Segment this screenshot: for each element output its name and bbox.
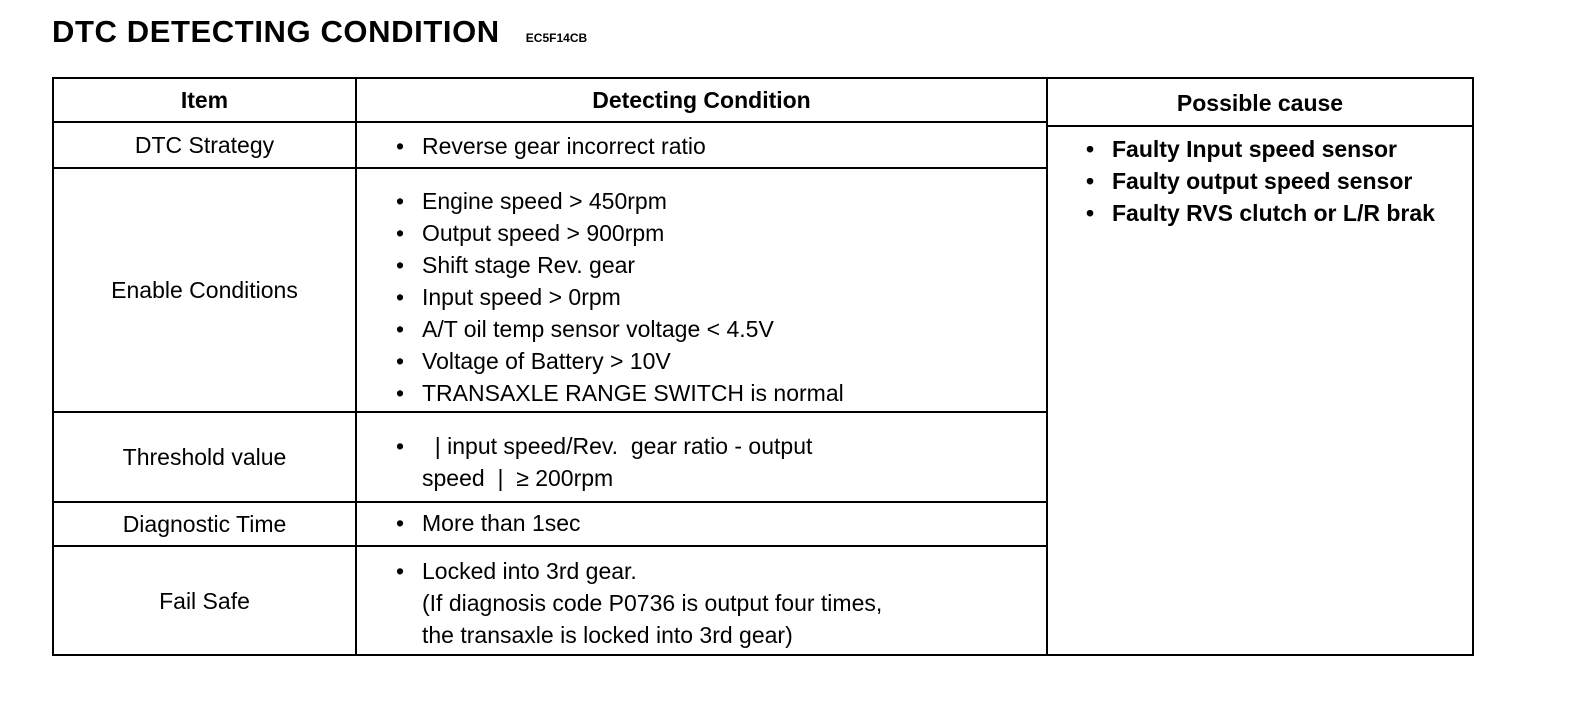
column-header-possible-cause: Possible cause [1176,90,1344,116]
possible-cause-list [1084,133,1470,229]
page-title: DTC DETECTING CONDITION [52,14,500,49]
list-item: • Output speed > 900rpm [394,217,1044,249]
list-item-continuation: (If diagnosis code P0736 is output four times, [422,590,883,616]
list-item: • Faulty RVS clutch or L/R brak [1084,197,1470,229]
table-row-conditions [394,430,1044,494]
list-item: • More than 1sec [394,507,1044,539]
list-item-continuation: speed | ≥ 200rpm [422,465,614,491]
list-item-continuation: the transaxle is locked into 3rd gear) [422,622,793,648]
list-item: • Input speed > 0rpm [394,281,1044,313]
list-item: • | input speed/Rev. gear ratio - output [394,430,1044,462]
list-item: • Engine speed > 450rpm [394,185,1044,217]
table-row-conditions [394,185,1044,409]
table-row-item: Diagnostic Time [122,511,287,537]
list-item: • Locked into 3rd gear. [394,555,1044,587]
table-border-right [1472,77,1474,656]
list-item: • Shift stage Rev. gear [394,249,1044,281]
column-header-detecting-condition: Detecting Condition [592,87,811,113]
table-row-item: Enable Conditions [111,277,298,303]
section-heading [52,14,587,54]
column-divider-2 [1046,77,1048,656]
list-item: • Faulty Input speed sensor [1084,133,1470,165]
list-item: • TRANSAXLE RANGE SWITCH is normal [394,377,1044,409]
list-item: • Faulty output speed sensor [1084,165,1470,197]
list-item: • A/T oil temp sensor voltage < 4.5V [394,313,1044,345]
column-divider-1 [355,77,357,656]
table-row-conditions [394,130,1044,162]
document-code: EC5F14CB [525,31,588,45]
column-header-item: Item [180,87,229,113]
table-border-bottom [52,654,1474,656]
table-row-item: Threshold value [122,444,287,470]
list-item: • Reverse gear incorrect ratio [394,130,1044,162]
list-item: • Voltage of Battery > 10V [394,345,1044,377]
table-row-conditions [394,555,1044,651]
table-row-conditions [394,507,1044,539]
table-row-item: Fail Safe [159,587,250,614]
cause-header-divider [1046,125,1474,127]
table-row-item: DTC Strategy [134,132,275,158]
